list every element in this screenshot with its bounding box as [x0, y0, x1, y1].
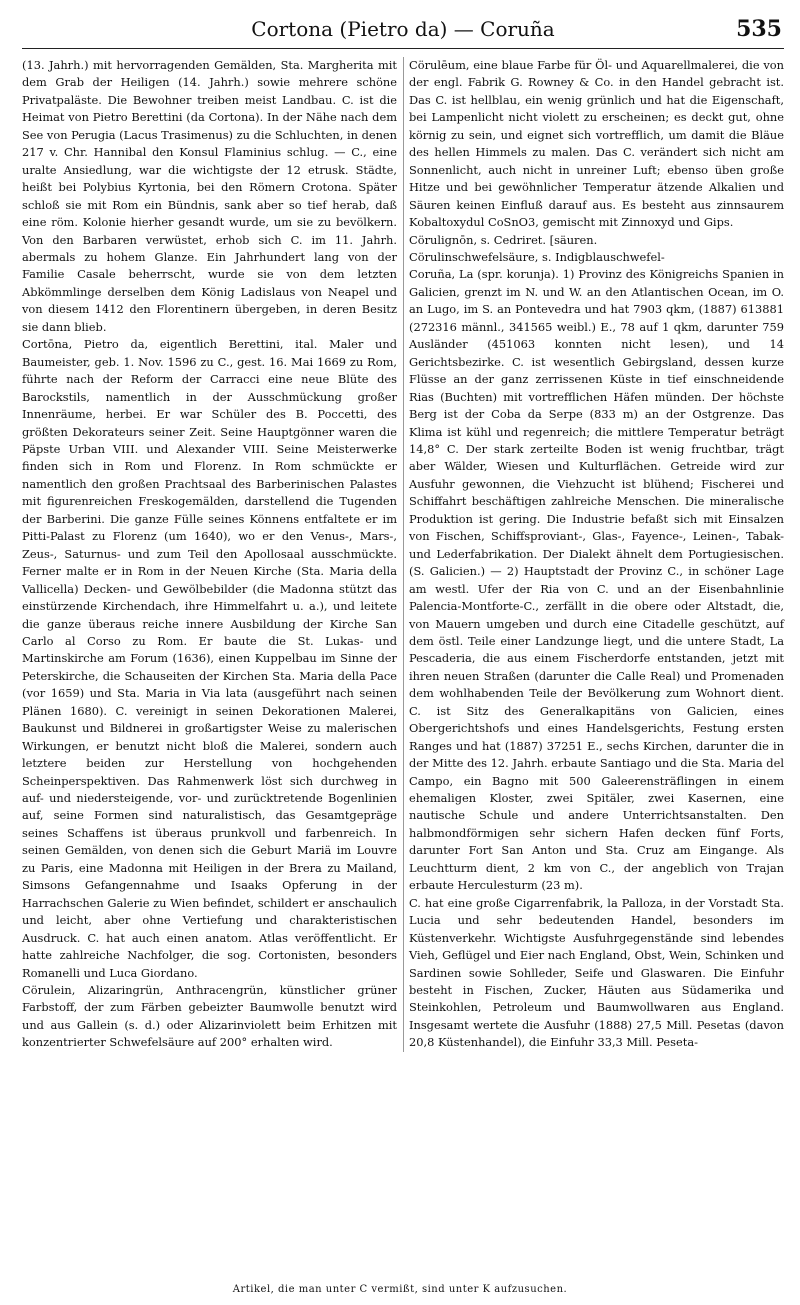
- entry-coruna-cont: C. hat eine große Cigarrenfabrik, la Palloza, in der Vorstadt Sta. Lucia und sehr bedeutenden Handel, besonders im Küstenverkehr. Wichtigste Ausfuhrgegenstände sind lebendes Vieh, Geflügel und Eier nach England, Obst, Wein, Schinken und Sardinen sowie Sohlleder, Seife und Glaswaren. Die Einfuhr besteht in Fischen, Zucker, Häuten aus Südamerika und Steinkohlen, Petroleum und Baumwollwaren aus England. Insgesamt wertete die Ausfuhr (1888) 27,5 Mill. Pesetas (davon 20,8 Küstenhandel), die Einfuhr 33,3 Mill. Peseta-: [409, 895, 784, 1050]
- entry-coruleum: Cörulēum, eine blaue Farbe für Öl- und Aquarellmalerei, die von der engl. Fabrik G. Rowney & Co. in den Handel gebracht ist. Das C. ist hellblau, ein wenig grünlich und hat die Eigenschaft, bei Lampenlicht nicht violett zu erscheinen; es deckt gut, ohne körnig zu sein, und eignet sich vortrefflich, um damit die Bläue des hellen Himmels zu malen. Das C. verändert sich nicht am Sonnenlicht, auch nicht in unreiner Luft; ebenso üben große Hitze und bei gewöhnlicher Temperatur ätzende Alkalien und Säuren keinen Einfluß darauf aus. Es besteht aus zinnsaurem Kobaltoxydul CoSnO3, gemischt mit Zinnoxyd und Gips.: [409, 58, 784, 230]
- page-footer-note: Artikel, die man unter C vermißt, sind unter K aufzusuchen.: [232, 1284, 568, 1295]
- entry-coruna: Coruña, La (spr. korunja). 1) Provinz des Königreichs Spanien in Galicien, grenzt im N. und W. an den Atlantischen Ocean, im O. an Lugo, im S. an Pontevedra und hat 7903 qkm, (1887) 613881 (272316 männl., 341565 weibl.) E., 78 auf 1 qkm, darunter 759 Ausländer (451063 konnten nicht lesen), und 14 Gerichtsbezirke. C. ist wesentlich Gebirgsland, dessen kurze Flüsse an der ganz zerrissenen Küste in tief einschneidende Rias (Buchten) mit vortrefflichen Häfen münden. Der höchste Berg ist der Coba da Serpe (833 m) an der Ostgrenze. Das Klima ist kühl und regenreich; die mittlere Temperatur beträgt 14,8° C. Der stark zerteilte Boden ist wenig fruchtbar, trägt aber Wälder, Wiesen und Kulturflächen. Getreide wird zur Ausfuhr gewonnen, die Viehzucht ist blühend; Fischerei und Schiffahrt beschäftigen zahlreiche Menschen. Die mineralische Produktion ist gering. Die Industrie befaßt sich mit Einsalzen von Fischen, Schiffsproviant-, Glas-, Fayence-, Leinen-, Tabak- und Lederfabrikation. Der Dialekt ähnelt dem Portugiesischen. (S. Galicien.) — 2) Hauptstadt der Provinz C., in schöner Lage am westl. Ufer der Ria von C. und an der Eisenbahnlinie Palencia-Montforte-C., zerfällt in die obere oder Altstadt, die, von Mauern umgeben und durch eine Citadelle geschützt, auf dem östl. Teile einer Landzunge liegt, und die untere Stadt, La Pescaderia, die aus einem Fischerdorfe entstanden, jetzt mit ihren neuen Straßen (darunter die Calle Real) und Promenaden dem wohlhabenden Teile der Bevölkerung zum Wohnort dient. C. ist Sitz des Generalkapitäns von Galicien, eines Obergerichtshofs und eines Handelsgerichts, Festung ersten Ranges und hat (1887) 37251 E., sechs Kirchen, darunter die in der Mitte des 12. Jahrh. erbaute Santiago und die Sta. Maria del Campo, ein Bagno mit 500 Galeerensträflingen in einem ehemaligen Kloster, zwei Spitäler, zwei Kasernen, eine nautische Schule und andere Unterrichtsanstalten. Den halbmondförmigen sehr sichern Hafen decken fünf Forts, darunter Fort San Anton und Sta. Cruz am Eingange. Als Leuchtturm dient, 2 km von C., der angeblich von Trajan erbaute Herculesturm (23 m).: [409, 267, 784, 893]
- left-column: [22, 57, 397, 1052]
- page-header: [22, 14, 784, 48]
- running-title: Cortona (Pietro da) — Coruña: [251, 17, 555, 41]
- entry-cortona-pietro: Cortōna, Pietro da, eigentlich Berettini, ital. Maler und Baumeister, geb. 1. Nov. 1596 zu C., gest. 16. Mai 1669 zu Rom, führte nach der Reform der Carracci eine neue Blüte des Barockstils, namentlich in der Ausschmückung großer Innenräume, herbei. Er war Schüler des B. Poccetti, des größten Dekorateurs seiner Zeit. Seine Hauptgönner waren die Päpste Urban VIII. und Alexander VIII. Seine Meisterwerke finden sich in Rom und Florenz. In Rom schmückte er namentlich den großen Prachtsaal des Barberinischen Palastes mit figurenreichen Freskogemälden, darstellend die Tugenden der Barberini. Die ganze Fülle seines Könnens entfaltete er im Pitti-Palast zu Florenz (um 1640), wo er den Venus-, Mars-, Zeus-, Saturnus- und zum Teil den Apollosaal ausschmückte. Ferner malte er in Rom in der Neuen Kirche (Sta. Maria della Vallicella) Decken- und Gewölbebilder (die Madonna stützt das einstürzende Kirchendach, ihre Himmelfahrt u. a.), und leitete die ganze überaus reiche innere Ausbildung der Kirche San Carlo al Corso zu Rom. Er baute die St. Lukas- und Martinskirche am Forum (1636), einen Kuppelbau im Sinne der Peterskirche, die Schauseiten der Kirchen Sta. Maria della Pace (vor 1659) und Sta. Maria in Via lata (ausgeführt nach seinen Plänen 1680). C. vereinigt in seinen Dekorationen Malerei, Baukunst und Bildnerei in großartigster Weise zu malerischen Wirkungen, er benutzt nicht bloß die Malerei, sondern auch letztere beiden zur Herstellung von hochgehenden Scheinperspektiven. Das Rahmenwerk löst sich durchweg in auf- und niedersteigende, vor- und zurücktretende Bogenlinien auf, seine Formen sind naturalistisch, das Gesamtgepräge seines Schaffens ist überaus prunkvoll und farbenreich. In seinen Gemälden, von denen sich die Geburt Mariä im Louvre zu Paris, eine Madonna mit Heiligen in der Brera zu Mailand, Simsons Gefangennahme und Isaaks Opferung in der Harrachschen Galerie zu Wien befindet, schildert er anschaulich und leicht, aber ohne Vertiefung und charakteristischen Ausdruck. C. hat auch einen anatom. Atlas veröffentlicht. Er hatte zahlreiche Nachfolger, die sog. Cortonisten, besonders Romanelli und Luca Giordano.: [22, 337, 397, 980]
- header-rule: [22, 48, 784, 49]
- entry-corulinschwefelsaeure: Cörulinschwefelsäure, s. Indigblauschwefel-: [409, 249, 665, 264]
- column-divider: [403, 57, 404, 1052]
- text-columns: [22, 57, 784, 1052]
- right-column: [409, 57, 784, 1052]
- entry-corulein: Cörulein, Alizaringrün, Anthracengrün, künstlicher grüner Farbstoff, der zum Färben gebeizter Baumwolle benutzt wird und aus Gallein (s. d.) oder Alizarinviolett beim Erhitzen mit konzentrierter Schwefelsäure auf 200° erhalten wird.: [22, 983, 397, 1050]
- entry-cortona-town-cont: (13. Jahrh.) mit hervorragenden Gemälden, Sta. Margherita mit dem Grab der Heiligen (14. Jahrh.) sowie mehrere schöne Privatpaläste. Die Bewohner treiben meist Landbau. C. ist die Heimat von Pietro Berettini (da Cortona). In der Nähe nach dem See von Perugia (Lacus Trasimenus) zu die Schluchten, in denen 217 v. Chr. Hannibal den Konsul Flaminius schlug. — C., eine uralte Ansiedlung, war die wichtigste der 12 etrusk. Städte, heißt bei Polybius Kyrtonia, bei den Römern Crotona. Später schloß sie mit Rom ein Bündnis, sank aber so tief herab, daß eine röm. Kolonie hierher gesandt wurde, um sie zu bevölkern. Von den Barbaren verwüstet, erhob sich C. im 11. Jahrh. abermals zu hohem Glanze. Ein Jahrhundert lang von der Familie Casale beherrscht, wurde sie von dem letzten Abkömmlinge derselben dem König Ladislaus von Neapel und von diesem 1412 den Florentinern übergeben, in deren Besitz sie dann blieb.: [22, 58, 398, 334]
- page-number: 535: [736, 16, 782, 42]
- entry-corulignon: Cörulignōn, s. Cedriret. [säuren.: [409, 232, 598, 247]
